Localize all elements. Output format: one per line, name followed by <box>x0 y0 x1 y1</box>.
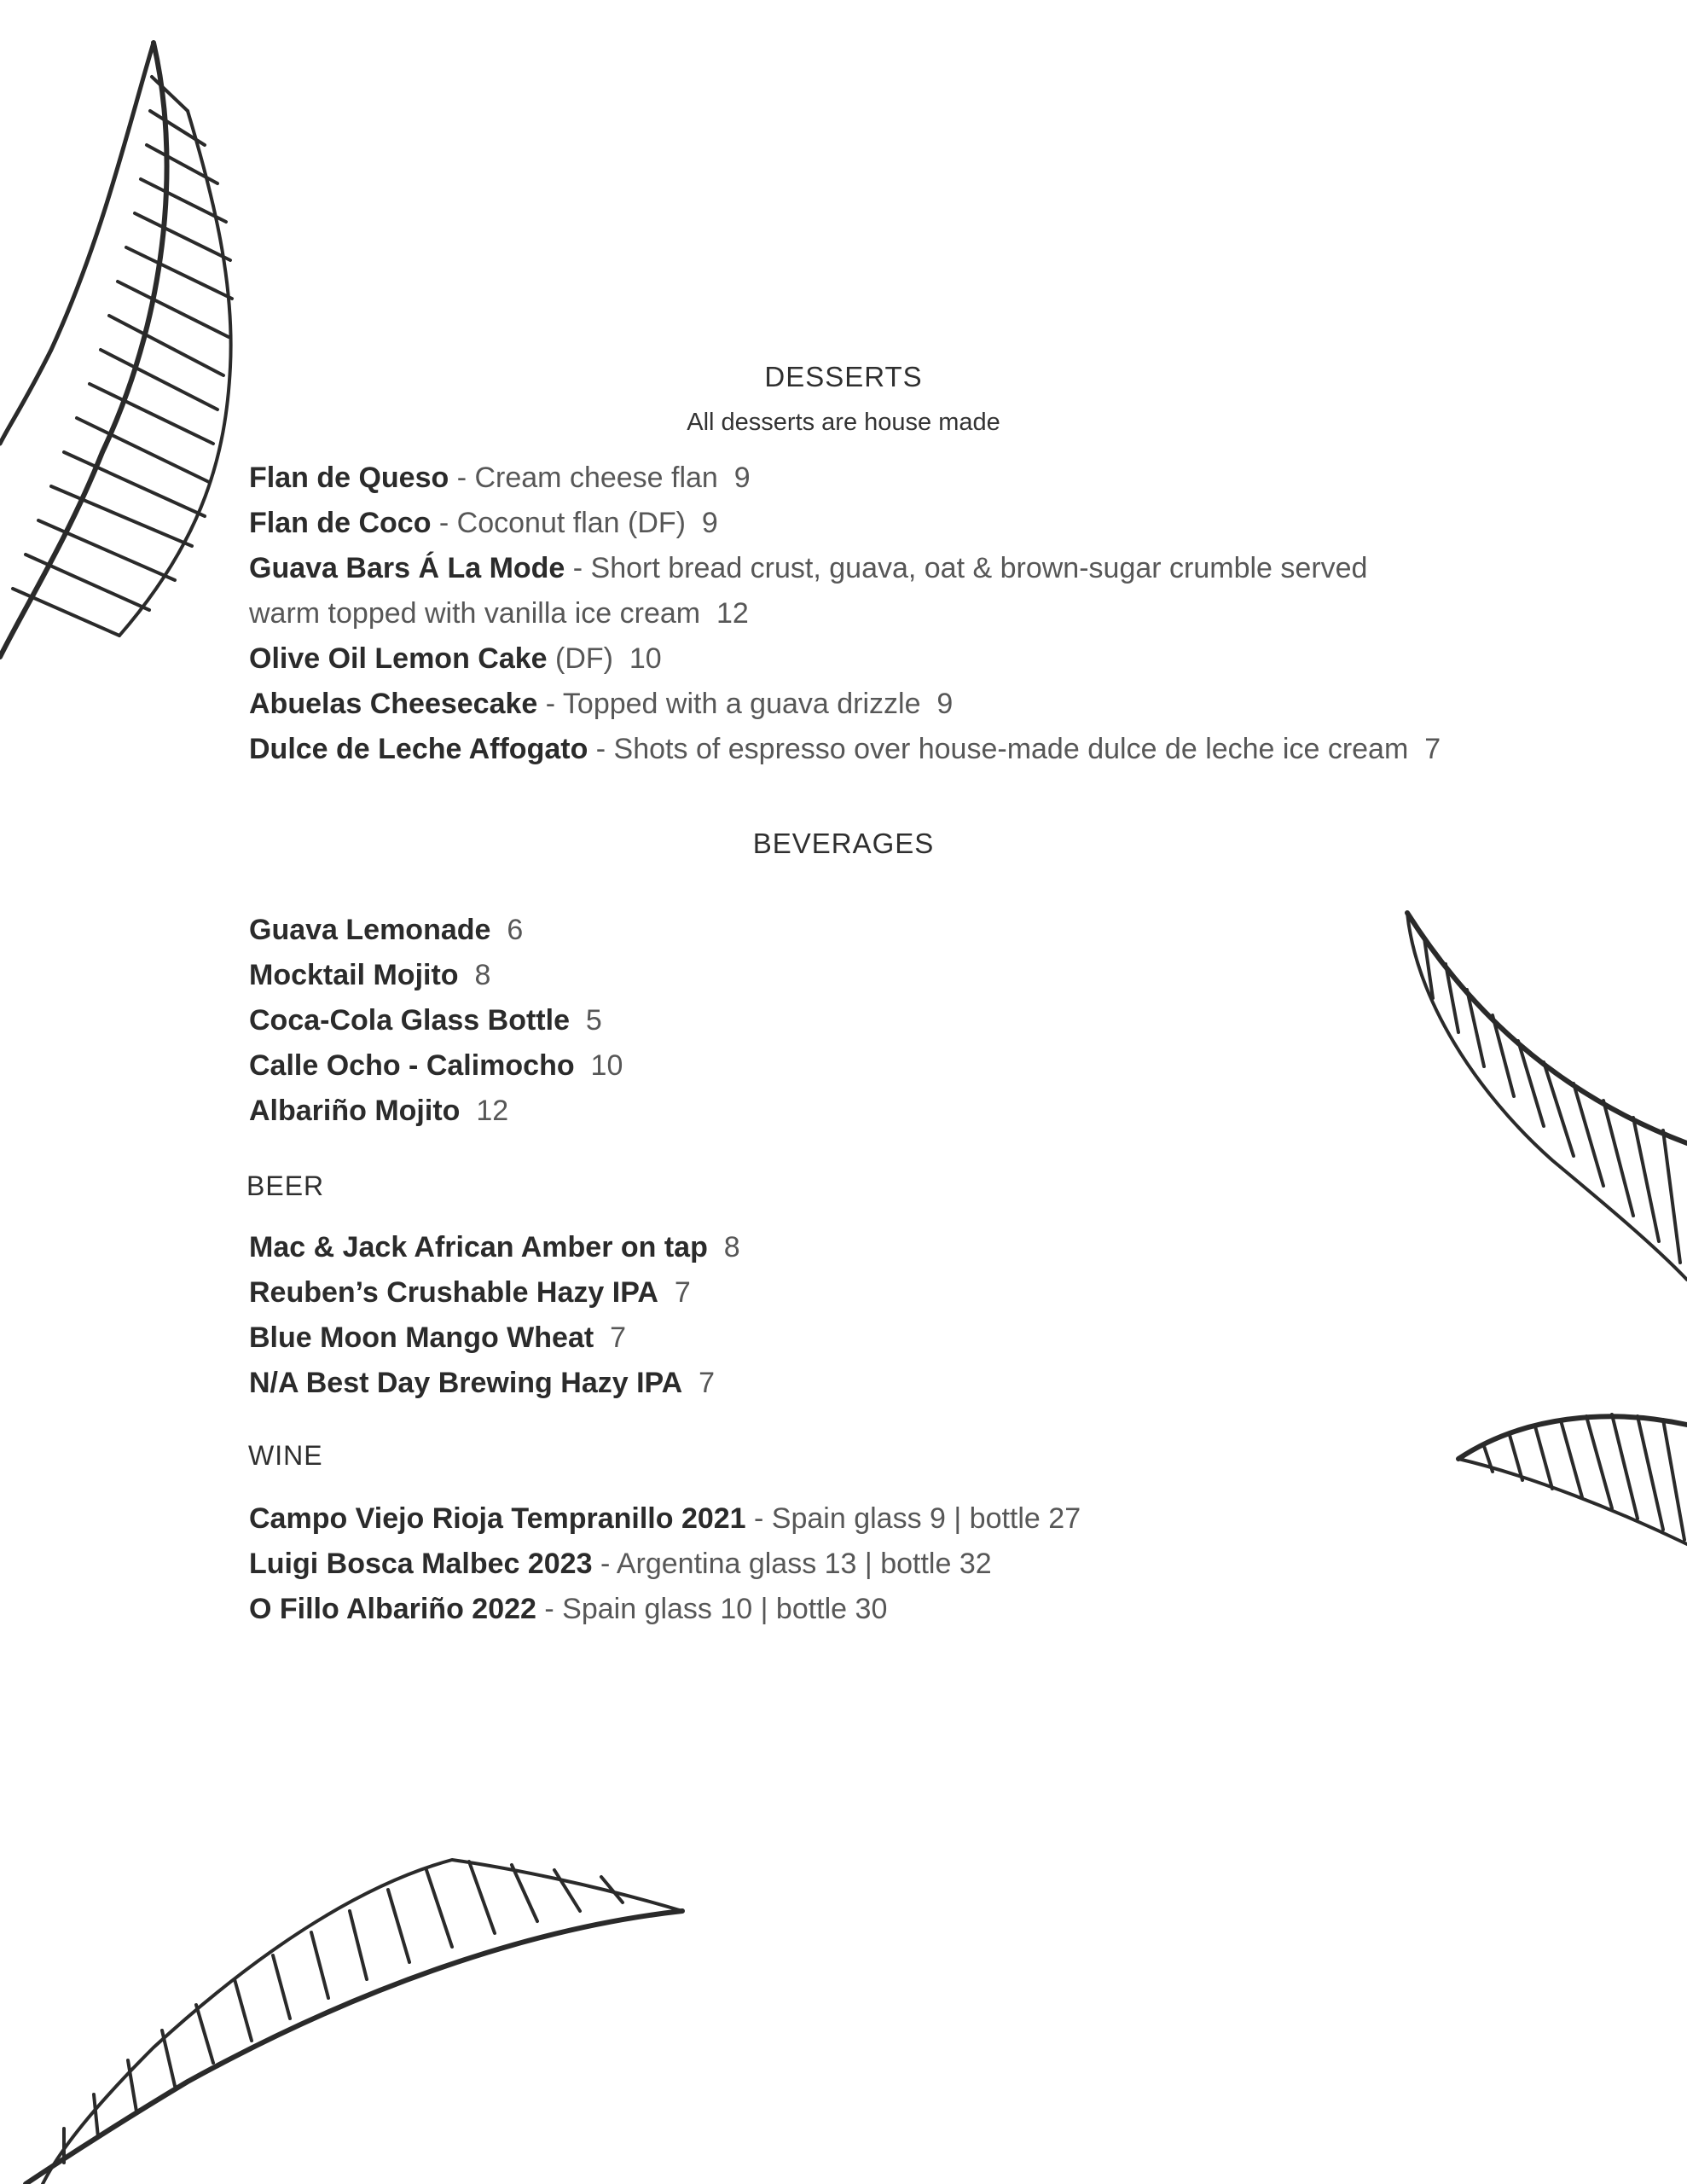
beverage-item <box>249 1089 508 1134</box>
dessert-desc: - Cream cheese flan <box>449 462 718 494</box>
dessert-name: Flan de Queso <box>249 462 449 494</box>
beverage-price: 12 <box>476 1095 509 1127</box>
dessert-desc: - Short bread crust, guava, oat & brown-sugar crumble served <box>565 552 1368 584</box>
wine-desc: - Argentina glass 13 | bottle 32 <box>592 1548 992 1580</box>
beer-name: Reuben’s Crushable Hazy IPA <box>249 1276 658 1309</box>
beverage-price: 10 <box>590 1049 623 1082</box>
beverage-name: Guava Lemonade <box>249 914 491 946</box>
beverage-name: Albariño Mojito <box>249 1095 461 1127</box>
wine-name: Campo Viejo Rioja Tempranillo 2021 <box>249 1502 746 1535</box>
dessert-desc: - Topped with a guava drizzle <box>537 688 921 720</box>
dessert-price: 9 <box>733 462 751 494</box>
dessert-item <box>249 636 662 682</box>
beer-name: Blue Moon Mango Wheat <box>249 1321 594 1354</box>
beverage-name: Calle Ocho - Calimocho <box>249 1049 575 1082</box>
beverage-item <box>249 998 602 1043</box>
dessert-price: 12 <box>716 597 749 630</box>
beverage-price: 8 <box>474 959 491 991</box>
wine-item <box>249 1587 887 1632</box>
wine-desc: - Spain glass 10 | bottle 30 <box>536 1593 888 1625</box>
palm-leaf-right-lower-icon <box>1454 1391 1687 1553</box>
dessert-name: Olive Oil Lemon Cake <box>249 642 548 675</box>
dessert-item <box>249 501 718 546</box>
beverage-name: Mocktail Mojito <box>249 959 459 991</box>
dessert-item <box>249 682 953 727</box>
beer-price: 8 <box>723 1231 740 1263</box>
wine-name: O Fillo Albariño 2022 <box>249 1593 536 1625</box>
wine-name: Luigi Bosca Malbec 2023 <box>249 1548 593 1580</box>
beer-item <box>249 1270 691 1316</box>
dessert-price: 9 <box>936 688 954 720</box>
dessert-desc: warm topped with vanilla ice cream <box>249 597 701 630</box>
dessert-desc-continued <box>249 591 749 636</box>
beverages-heading: BEVERAGES <box>752 828 935 859</box>
desserts-heading: DESSERTS <box>764 361 923 392</box>
dessert-item <box>249 727 1441 772</box>
palm-leaf-right-upper-icon <box>1399 904 1687 1297</box>
dessert-name: Abuelas Cheesecake <box>249 688 538 720</box>
beverage-item <box>249 1043 623 1089</box>
beverage-price: 6 <box>507 914 524 946</box>
beverage-name: Coca-Cola Glass Bottle <box>249 1004 570 1037</box>
wine-item <box>249 1496 1081 1542</box>
beer-item <box>249 1361 715 1406</box>
beer-name: N/A Best Day Brewing Hazy IPA <box>249 1367 683 1399</box>
dessert-price: 10 <box>629 642 662 675</box>
beer-price: 7 <box>699 1367 716 1399</box>
dessert-price: 7 <box>1424 733 1441 765</box>
dessert-desc: - Shots of espresso over house-made dulce de leche ice cream <box>588 733 1409 765</box>
dessert-price: 9 <box>701 507 718 539</box>
beverage-price: 5 <box>585 1004 602 1037</box>
beer-heading: BEER <box>246 1170 325 1201</box>
palm-leaf-top-left-icon <box>0 26 247 674</box>
beer-item <box>249 1225 740 1270</box>
beer-item <box>249 1316 626 1361</box>
dessert-name: Guava Bars Á La Mode <box>249 552 565 584</box>
beverage-item <box>249 908 523 953</box>
wine-heading: WINE <box>248 1440 323 1471</box>
beverage-item <box>249 953 490 998</box>
dessert-desc: - Coconut flan (DF) <box>431 507 686 539</box>
beer-name: Mac & Jack African Amber on tap <box>249 1231 708 1263</box>
wine-item <box>249 1542 992 1587</box>
dessert-item <box>249 456 751 501</box>
wine-desc: - Spain glass 9 | bottle 27 <box>745 1502 1081 1535</box>
dessert-name: Dulce de Leche Affogato <box>249 733 588 765</box>
palm-leaf-bottom-left-icon <box>0 1851 691 2184</box>
beer-price: 7 <box>674 1276 691 1309</box>
dessert-desc: (DF) <box>547 642 613 675</box>
desserts-subtitle: All desserts are house made <box>687 409 1000 436</box>
dessert-name: Flan de Coco <box>249 507 432 539</box>
beer-price: 7 <box>610 1321 627 1354</box>
dessert-item <box>249 546 1367 591</box>
